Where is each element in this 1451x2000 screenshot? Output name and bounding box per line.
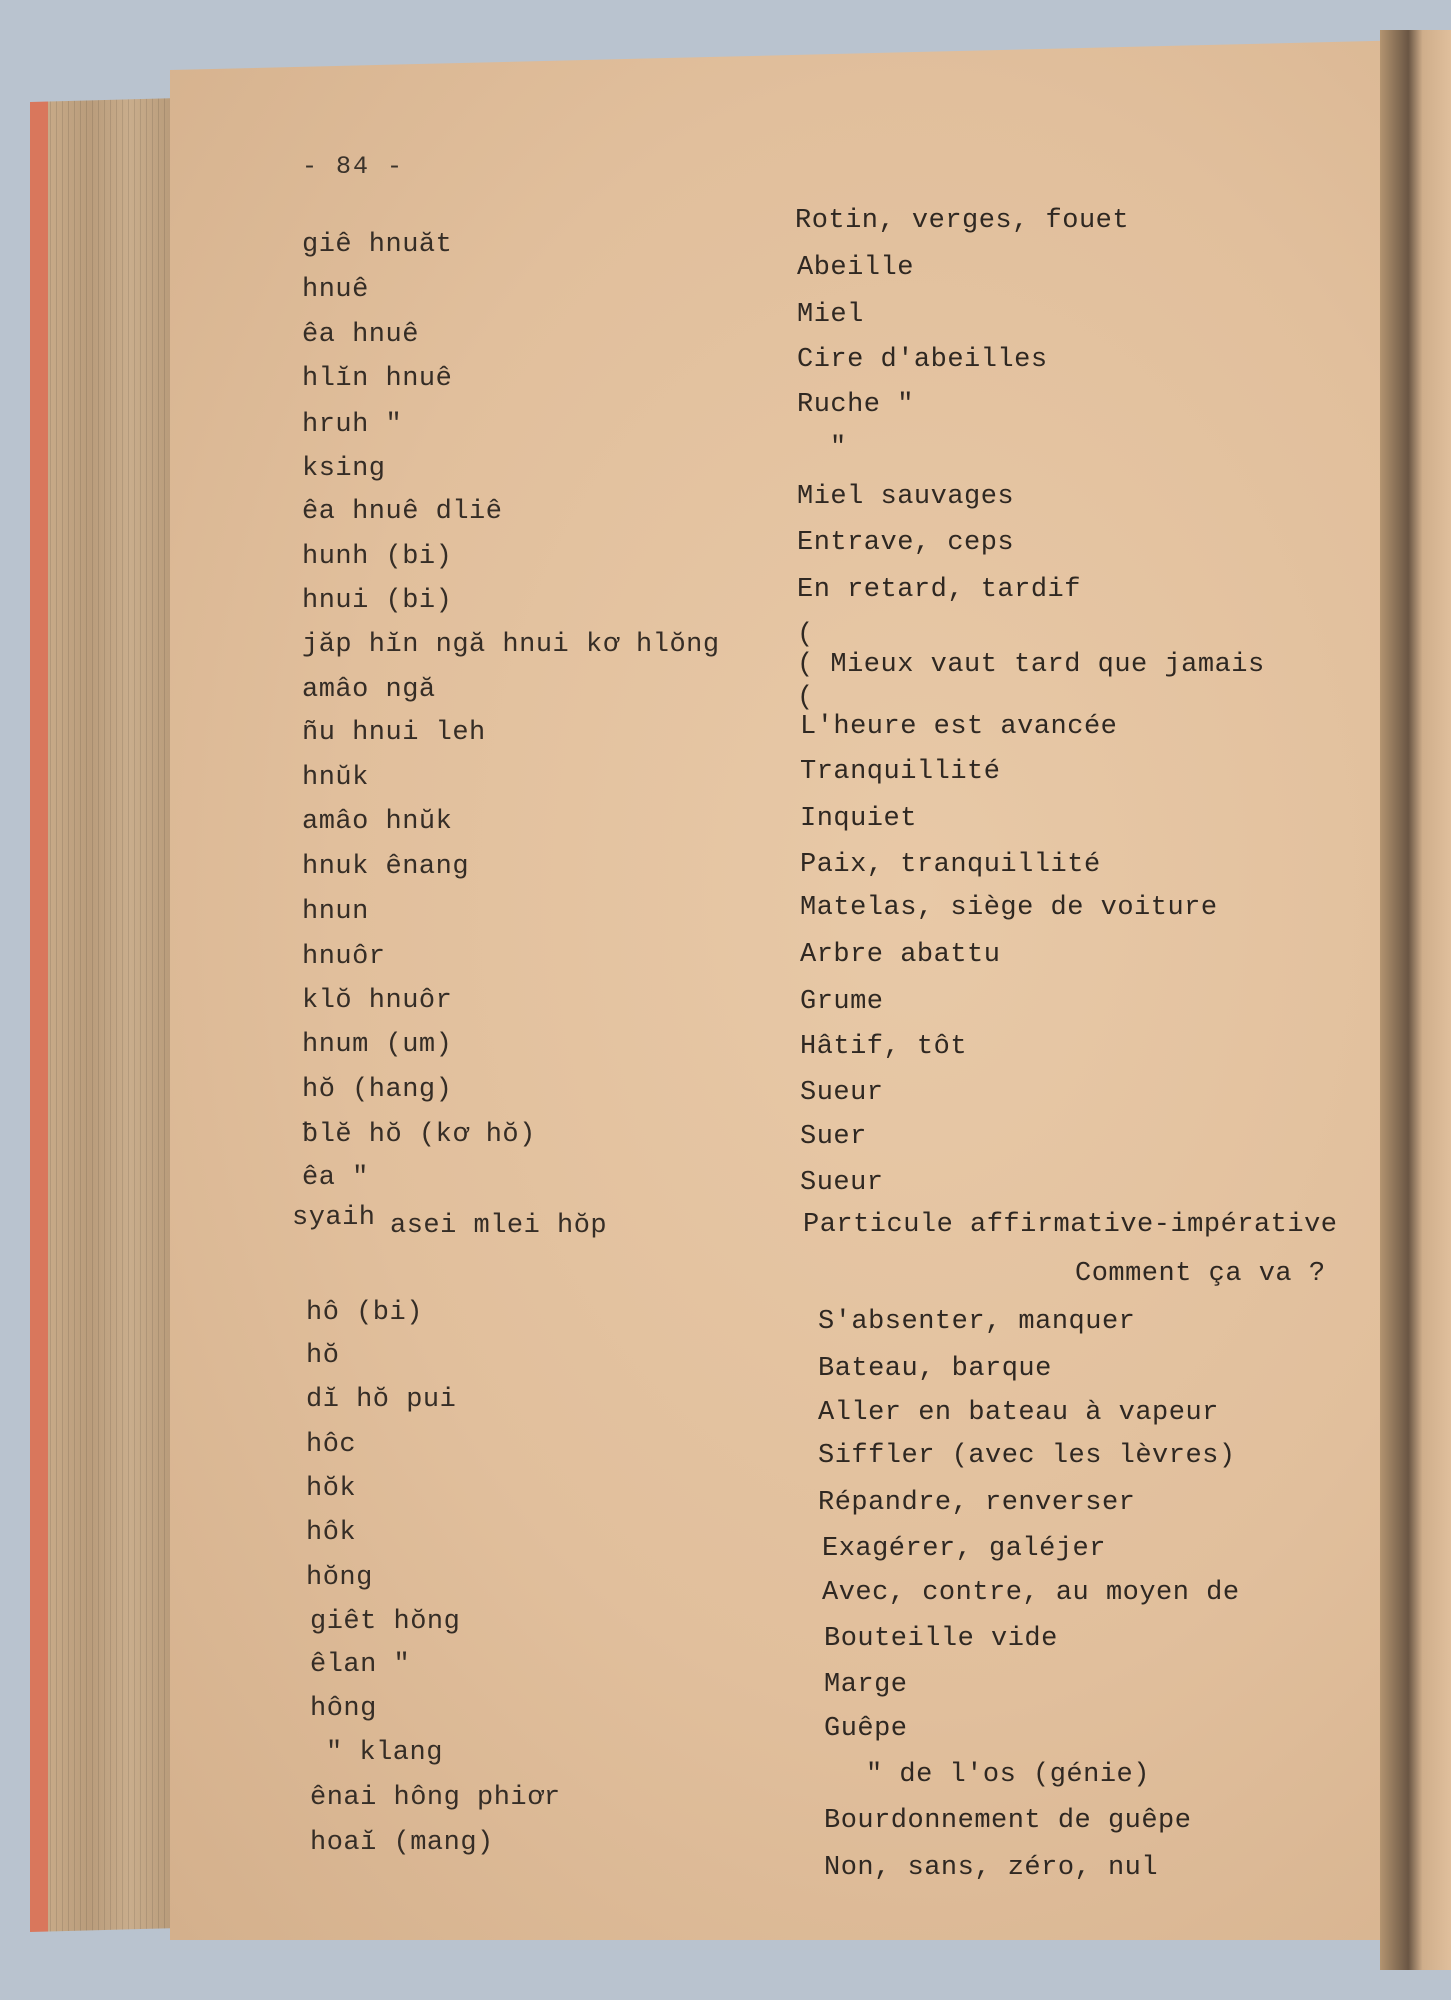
entry-gloss: Abeille <box>797 253 914 283</box>
entry-term: hŏk <box>306 1474 357 1504</box>
entry-gloss: Particule affirmative-impérative <box>803 1210 1338 1240</box>
entry-term: hunh (bi) <box>302 542 453 572</box>
entry-gloss: Miel <box>797 300 864 330</box>
entry-term: hŏ (hang) <box>302 1075 453 1105</box>
entry-gloss: Siffler (avec les lèvres) <box>818 1441 1236 1471</box>
entry-gloss: Non, sans, zéro, nul <box>824 1853 1159 1883</box>
entry-gloss: Guêpe <box>824 1714 908 1744</box>
entry-gloss: Entrave, ceps <box>797 528 1015 558</box>
entry-gloss: Cire d'abeilles <box>797 345 1048 375</box>
entry-gloss: Ruche " <box>797 390 914 420</box>
entry-gloss: Comment ça va ? <box>1075 1259 1326 1289</box>
entry-gloss: Inquiet <box>800 804 917 834</box>
entry-term: klŏ hnuôr <box>302 986 453 1016</box>
entry-term: hlĭn hnuê <box>302 364 453 394</box>
entry-gloss: Suer <box>800 1122 867 1152</box>
entry-term: hnŭk <box>302 763 369 793</box>
entry-term: hnuê <box>302 275 369 305</box>
entry-term: hôk <box>306 1518 357 1548</box>
entry-gloss: Matelas, siège de voiture <box>800 893 1218 923</box>
entry-term: dĭ hŏ pui <box>306 1385 457 1415</box>
entry-term: ƀlĕ hŏ (kơ hŏ) <box>302 1120 536 1150</box>
entry-term: hoaĭ (mang) <box>310 1828 494 1858</box>
entry-term: hnuôr <box>302 942 386 972</box>
entry-gloss: Aller en bateau à vapeur <box>818 1398 1219 1428</box>
facing-page-edge <box>1440 0 1451 2000</box>
entry-gloss: Avec, contre, au moyen de <box>822 1578 1240 1608</box>
entry-term: hnui (bi) <box>302 586 453 616</box>
entry-gloss: ( Mieux vaut tard que jamais <box>797 650 1265 680</box>
entry-gloss: Bateau, barque <box>818 1354 1052 1384</box>
entry-gloss: ( <box>797 683 814 713</box>
entry-term: hông <box>310 1694 377 1724</box>
entry-term: êa hnuê <box>302 320 419 350</box>
entry-term: hnuk ênang <box>302 852 470 882</box>
entry-term: hruh " <box>302 410 403 440</box>
entry-term: hô (bi) <box>306 1298 423 1328</box>
entry-term: " klang <box>326 1738 443 1768</box>
entry-term: amâo hnŭk <box>302 807 453 837</box>
entry-gloss: " de l'os (génie) <box>866 1760 1150 1790</box>
entry-gloss: Exagérer, galéjer <box>822 1534 1106 1564</box>
entry-gloss: Marge <box>824 1670 908 1700</box>
entry-gloss: L'heure est avancée <box>800 712 1118 742</box>
entry-term: hnun <box>302 897 369 927</box>
entry-gloss: Sueur <box>800 1168 884 1198</box>
entry-term: asei mlei hŏp <box>390 1211 608 1241</box>
entry-gloss: Tranquillité <box>800 757 1001 787</box>
entry-term: ênai hông phiơr <box>310 1783 561 1813</box>
entry-term: jăp hĭn ngă hnui kơ hlŏng <box>302 630 720 660</box>
entry-term: êlan " <box>310 1650 411 1680</box>
entry-gloss: Grume <box>800 987 884 1017</box>
page-number: - 84 - <box>302 152 405 181</box>
entry-gloss: Arbre abattu <box>800 940 1001 970</box>
entry-term: hŏng <box>306 1563 373 1593</box>
entry-term: hnum (um) <box>302 1030 453 1060</box>
entry-term: amâo ngă <box>302 675 436 705</box>
entry-term: hôc <box>306 1430 357 1460</box>
entry-gloss: Bourdonnement de guêpe <box>824 1806 1192 1836</box>
entry-gloss: " <box>830 433 847 463</box>
entry-term: hŏ <box>306 1341 340 1371</box>
entry-gloss: ( <box>797 620 814 650</box>
book-page-edges <box>30 98 180 1932</box>
entry-term: giêt hŏng <box>310 1607 461 1637</box>
entry-gloss: Rotin, verges, fouet <box>795 206 1130 236</box>
entry-gloss: Paix, tranquillité <box>800 850 1101 880</box>
entry-gloss: Miel sauvages <box>797 482 1015 512</box>
entry-term: êa " <box>302 1163 369 1193</box>
entry-gloss: Bouteille vide <box>824 1624 1058 1654</box>
entry-term: ñu hnui leh <box>302 718 486 748</box>
entry-term: giê hnuăt <box>302 230 453 260</box>
entry-gloss: Répandre, renverser <box>818 1488 1136 1518</box>
entry-term: ksing <box>302 454 386 484</box>
entry-gloss: Hâtif, tôt <box>800 1032 968 1062</box>
entry-term: syaih <box>292 1203 376 1233</box>
entry-gloss: Sueur <box>800 1078 884 1108</box>
entry-gloss: S'absenter, manquer <box>818 1307 1136 1337</box>
entry-term: êa hnuê dliê <box>302 497 503 527</box>
entry-gloss: En retard, tardif <box>797 575 1081 605</box>
